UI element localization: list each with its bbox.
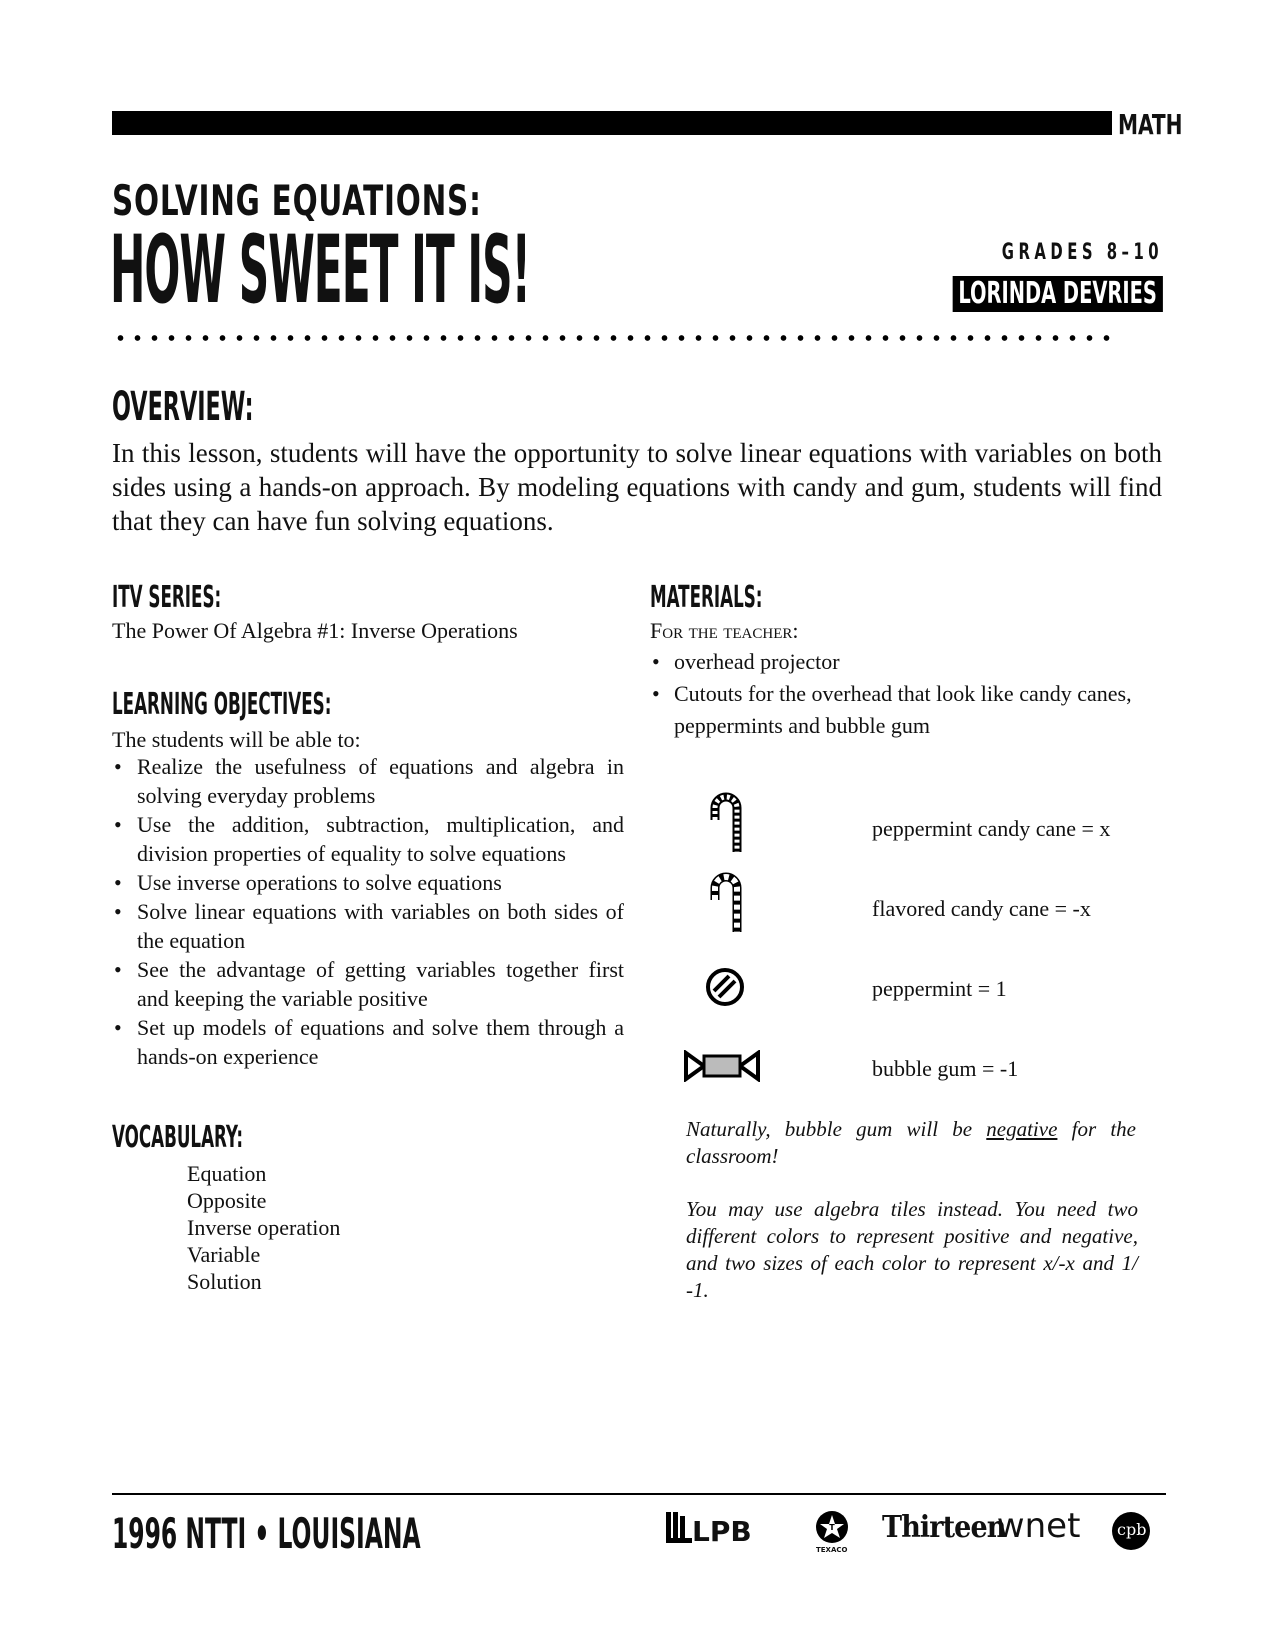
peppermint-icon	[704, 966, 746, 1008]
learning-objectives-list	[112, 752, 624, 1071]
algebra-tiles-note: You may use algebra tiles instead. You need two different colors to represent positive and negative, and two sizes of each color to represent x/-x and 1/ -1.	[686, 1197, 1138, 1302]
bubble-gum-icon	[684, 1050, 760, 1082]
grades-label: GRADES 8–10	[1001, 240, 1163, 265]
list-item: • See the advantage of getting variables together first and keeping the variable positive	[112, 955, 624, 1013]
subject-label: MATH	[1118, 108, 1183, 141]
dotted-divider	[112, 334, 1112, 342]
legend-bubble-gum: bubble gum = -1	[872, 1056, 1019, 1081]
itv-series-text: The Power Of Algebra #1: Inverse Operations	[112, 618, 518, 643]
list-item: Inverse operation	[187, 1215, 341, 1240]
list-item: • Cutouts for the overhead that look like candy canes, peppermints and bubble gum	[650, 678, 1160, 742]
list-item: • Set up models of equations and solve them through a hands-on experience	[112, 1013, 624, 1071]
footer-rule	[112, 1493, 1166, 1495]
texaco-star-icon	[814, 1509, 850, 1545]
list-item: • Use the addition, subtraction, multiplication, and division properties of equality to solve equations	[112, 810, 624, 868]
vocabulary-heading: VOCABULARY:	[112, 1120, 244, 1155]
itv-series-heading: ITV SERIES:	[112, 580, 222, 615]
vocabulary-list	[187, 1160, 340, 1295]
list-item: • Solve linear equations with variables on both sides of the equation	[112, 897, 624, 955]
list-item: • overhead projector	[650, 646, 1160, 678]
overview-heading: OVERVIEW:	[112, 384, 254, 430]
materials-subheading: For the teacher:	[650, 618, 799, 643]
learning-objectives-heading: LEARNING OBJECTIVES:	[112, 687, 332, 722]
bubble-gum-note: Naturally, bubble gum will be negative for the classroom!	[686, 1117, 1136, 1168]
header-rule	[112, 111, 1112, 135]
svg-text:T: T	[829, 1523, 835, 1532]
lpb-mark-icon	[666, 1512, 692, 1548]
legend-flavored-candy-cane: flavored candy cane = -x	[872, 896, 1091, 921]
footer-ntti-label: 1996 NTTI • LOUISIANA	[112, 1509, 421, 1558]
materials-list	[650, 646, 1160, 742]
legend-peppermint: peppermint = 1	[872, 976, 1007, 1001]
cpb-logo: cpb	[1112, 1512, 1150, 1550]
title-line-2: HOW SWEET IT IS!	[110, 216, 530, 325]
list-item: Equation	[187, 1161, 267, 1186]
list-item: Variable	[187, 1242, 261, 1267]
peppermint-candy-cane-icon	[706, 790, 746, 856]
author-badge: LORINDA DEVRIES	[953, 276, 1163, 312]
list-item: • Use inverse operations to solve equations	[112, 868, 624, 897]
title-line-1: SOLVING EQUATIONS:	[112, 176, 482, 225]
overview-body: In this lesson, students will have the opportunity to solve linear equations with variables on both sides using a hands-on approach. By modeling equations with candy and gum, students will find that they can have fun solving equations.	[112, 438, 1162, 536]
list-item: Solution	[187, 1269, 262, 1294]
learning-objectives-intro: The students will be able to:	[112, 727, 361, 752]
flavored-candy-cane-icon	[706, 870, 746, 936]
materials-heading: MATERIALS:	[650, 580, 763, 615]
legend-peppermint-candy-cane: peppermint candy cane = x	[872, 816, 1111, 841]
list-item: • Realize the usefulness of equations and algebra in solving everyday problems	[112, 752, 624, 810]
texaco-logo: T TEXACO	[812, 1509, 852, 1555]
list-item: Opposite	[187, 1188, 267, 1213]
